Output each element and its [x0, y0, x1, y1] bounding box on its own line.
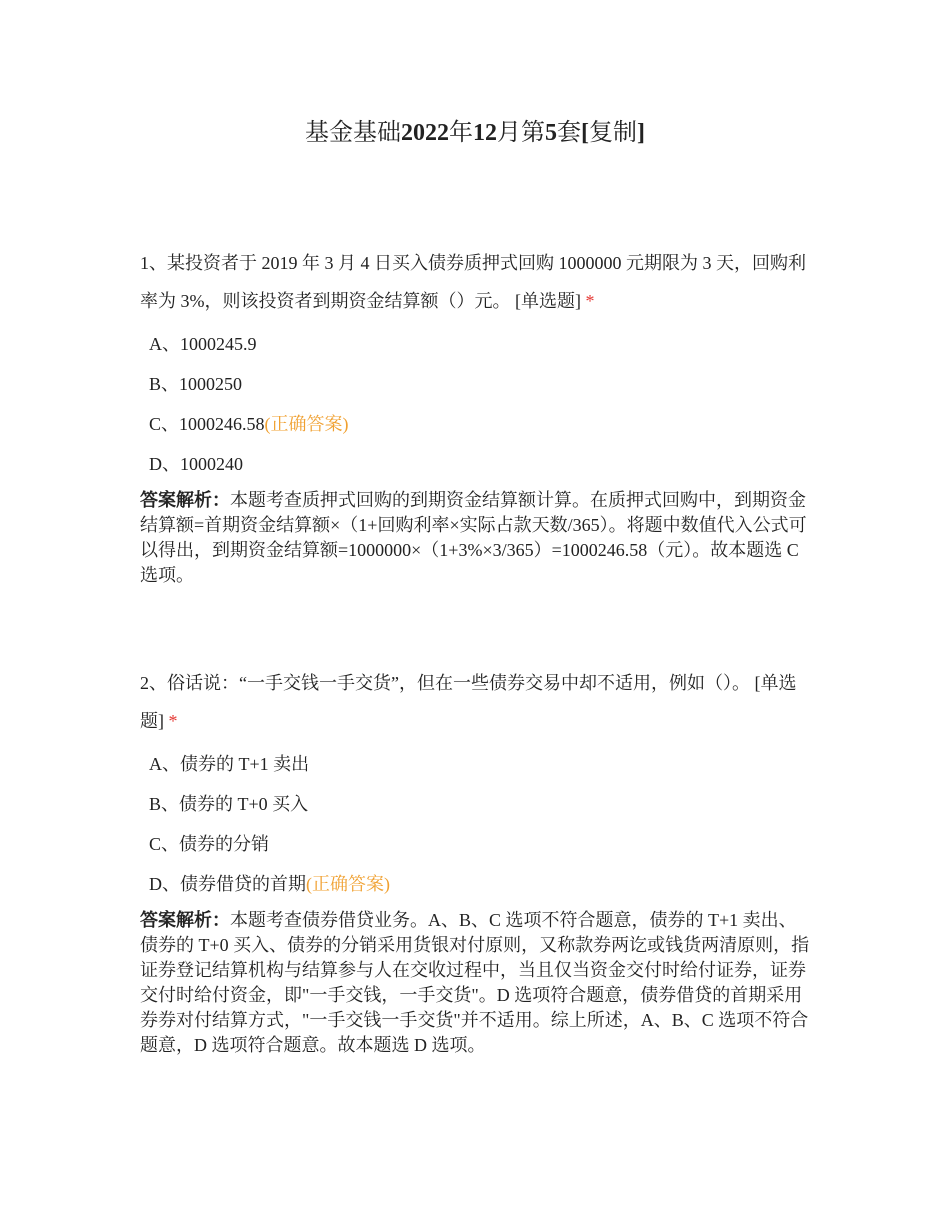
- answer-analysis: [140, 488, 812, 588]
- analysis-label: 答案解析：: [140, 910, 230, 930]
- option-c[interactable]: [140, 404, 812, 444]
- title-text: 月第: [497, 120, 545, 146]
- option-a[interactable]: [140, 744, 812, 784]
- required-mark: *: [168, 711, 178, 731]
- analysis-label: 答案解析：: [140, 490, 230, 510]
- option-label: D、债券借贷的首期: [149, 874, 306, 894]
- required-mark: *: [585, 291, 595, 311]
- question-2: [140, 664, 812, 1058]
- question-text: 1、某投资者于 2019 年 3 月 4 日买入债券质押式回购 1000000 元期限为 3 天，回购利率为 3%，则该投资者到期资金结算额（）元。: [140, 253, 806, 311]
- title-copy: 复制: [589, 120, 637, 146]
- option-c[interactable]: [140, 824, 812, 864]
- title-bracket: ]: [637, 120, 645, 146]
- title-year: 2022: [401, 120, 449, 146]
- option-d[interactable]: [140, 444, 812, 484]
- option-label: C、1000246.58: [149, 414, 265, 434]
- answer-analysis: [140, 908, 812, 1058]
- question-type: [单选题]: [140, 673, 797, 731]
- option-label: B、债券的 T+0 买入: [149, 794, 309, 814]
- correct-answer-tag: (正确答案): [306, 874, 390, 894]
- option-b[interactable]: [140, 364, 812, 404]
- title-text: 基金基础: [305, 120, 401, 146]
- question-stem: [140, 244, 812, 320]
- question-type: [单选题]: [515, 291, 581, 311]
- title-set-number: 5: [545, 120, 557, 146]
- analysis-text: 本题考查质押式回购的到期资金结算额计算。在质押式回购中，到期资金结算额=首期资金结算额×（1+回购利率×实际占款天数/365）。将题中数值代入公式可以得出，到期资金结算额=1000000×（1+3%×3/365）=1000246.58（元）。故本题选 C 选项。: [140, 490, 807, 585]
- title-bracket: [: [581, 120, 589, 146]
- analysis-text: 本题考查债券借贷业务。A、B、C 选项不符合题意，债券的 T+1 卖出、债券的 T+0 买入、债券的分销采用货银对付原则，又称款券两讫或钱货两清原则，指证券登记结算机构与结算参与人在交收过程中，当且仅当资金交付时给付证券，证券交付时给付资金，即"一手交钱，一手交货"。D 选项符合题意，债券借贷的首期采用券券对付结算方式，"一手交钱一手交货"并不适用。综上所述，A、B、C 选项不符合题意，D 选项符合题意。故本题选 D 选项。: [140, 910, 810, 1055]
- option-label: B、1000250: [149, 374, 243, 394]
- option-label: D、1000240: [149, 454, 243, 474]
- question-text: 2、俗话说：“一手交钱一手交货”，但在一些债券交易中却不适用，例如（）。: [140, 673, 750, 693]
- option-list: [140, 324, 812, 484]
- question-stem: [140, 664, 812, 740]
- correct-answer-tag: (正确答案): [264, 414, 349, 434]
- title-month: 12: [473, 120, 497, 146]
- option-label: A、1000245.9: [149, 334, 257, 354]
- title-text: 套: [557, 120, 581, 146]
- option-label: C、债券的分销: [149, 834, 270, 854]
- question-1: [140, 244, 812, 588]
- option-b[interactable]: [140, 784, 812, 824]
- option-a[interactable]: [140, 324, 812, 364]
- option-label: A、债券的 T+1 卖出: [149, 754, 310, 774]
- page-title: [0, 112, 950, 147]
- option-d[interactable]: [140, 864, 812, 904]
- option-list: [140, 744, 812, 904]
- title-text: 年: [449, 120, 473, 146]
